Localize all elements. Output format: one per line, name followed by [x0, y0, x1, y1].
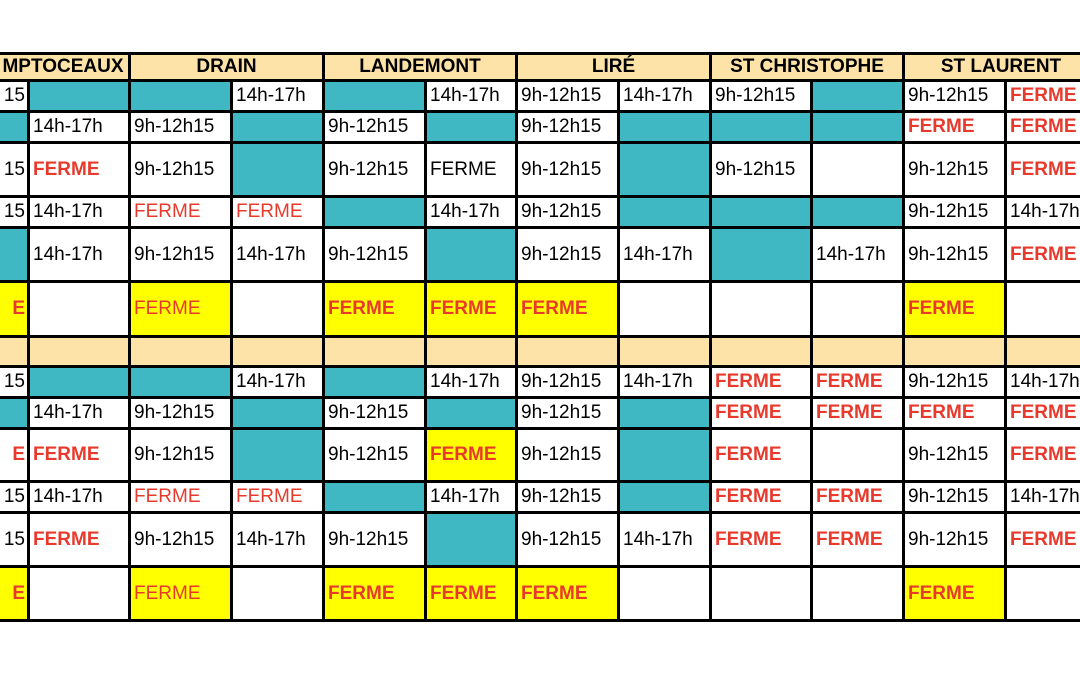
schedule-cell	[325, 483, 427, 514]
schedule-cell: E	[0, 430, 30, 483]
schedule-cell	[620, 399, 712, 430]
schedule-cell	[620, 144, 712, 198]
schedule-cell	[620, 483, 712, 514]
schedule-cell: 14h-17h	[233, 229, 325, 283]
schedule-cell	[427, 229, 518, 283]
schedule-cell	[131, 368, 233, 399]
schedule-cell: 14h-17h	[30, 399, 131, 430]
schedule-cell: E	[0, 568, 30, 622]
schedule-cell: 9h-12h15	[325, 113, 427, 144]
schedule-cell: 9h-12h15	[325, 399, 427, 430]
schedule-cell: FERME	[813, 368, 905, 399]
schedule-cell	[1007, 338, 1080, 368]
schedule-cell: FERME	[1007, 430, 1080, 483]
schedule-cell: E	[0, 283, 30, 338]
schedule-cell	[0, 113, 30, 144]
schedule-cell	[131, 82, 233, 113]
schedule-cell: 9h-12h15	[131, 514, 233, 568]
schedule-cell: 9h-12h15	[905, 483, 1007, 514]
schedule-cell: 14h-17h	[1007, 198, 1080, 229]
schedule-cell: 14h-17h	[427, 198, 518, 229]
schedule-cell: 9h-12h15	[518, 368, 620, 399]
schedule-cell: 9h-12h15	[325, 229, 427, 283]
schedule-cell: FERME	[325, 568, 427, 622]
schedule-cell: 9h-12h15	[325, 430, 427, 483]
schedule-cell: 15	[0, 198, 30, 229]
schedule-cell: 15	[0, 483, 30, 514]
schedule-cell: 9h-12h15	[905, 144, 1007, 198]
schedule-cell: 14h-17h	[620, 368, 712, 399]
schedule-cell	[131, 338, 233, 368]
schedule-cell	[427, 514, 518, 568]
schedule-cell	[813, 283, 905, 338]
schedule-cell: 15	[0, 144, 30, 198]
schedule-cell	[30, 568, 131, 622]
schedule-cell: 14h-17h	[30, 229, 131, 283]
schedule-cell: FERME	[712, 399, 813, 430]
schedule-cell: 14h-17h	[30, 113, 131, 144]
schedule-cell	[30, 283, 131, 338]
schedule-cell: FERME	[813, 514, 905, 568]
schedule-cell: 9h-12h15	[131, 399, 233, 430]
schedule-cell: 14h-17h	[427, 483, 518, 514]
schedule-cell: 14h-17h	[30, 198, 131, 229]
schedule-cell	[233, 338, 325, 368]
schedule-cell	[620, 198, 712, 229]
schedule-cell	[813, 198, 905, 229]
schedule-cell: FERME	[813, 483, 905, 514]
schedule-cell	[233, 144, 325, 198]
schedule-cell: 9h-12h15	[905, 514, 1007, 568]
schedule-cell: FERME	[131, 483, 233, 514]
schedule-cell: 15	[0, 368, 30, 399]
schedule-cell: FERME	[813, 399, 905, 430]
schedule-cell: FERME	[131, 198, 233, 229]
schedule-cell	[813, 338, 905, 368]
schedule-cell: 14h-17h	[233, 82, 325, 113]
schedule-cell: 9h-12h15	[518, 483, 620, 514]
schedule-cell: 9h-12h15	[131, 113, 233, 144]
schedule-cell	[712, 568, 813, 622]
schedule-cell: 9h-12h15	[518, 229, 620, 283]
schedule-cell: FERME	[131, 283, 233, 338]
schedule-cell	[427, 399, 518, 430]
schedule-cell	[0, 229, 30, 283]
schedule-cell	[620, 568, 712, 622]
schedule-cell	[1007, 283, 1080, 338]
schedule-cell: 14h-17h	[233, 514, 325, 568]
schedule-cell	[712, 198, 813, 229]
schedule-cell	[233, 568, 325, 622]
schedule-cell: 15	[0, 82, 30, 113]
schedule-cell	[30, 368, 131, 399]
schedule-cell	[233, 113, 325, 144]
schedule-cell: 9h-12h15	[518, 430, 620, 483]
schedule-cell	[325, 82, 427, 113]
schedule-cell	[325, 338, 427, 368]
schedule-cell: 14h-17h	[427, 368, 518, 399]
schedule-cell	[325, 198, 427, 229]
schedule-cell: FERME	[427, 430, 518, 483]
schedule-cell	[518, 338, 620, 368]
schedule-cell: 9h-12h15	[131, 229, 233, 283]
schedule-cell: 14h-17h	[233, 368, 325, 399]
schedule-cell	[813, 430, 905, 483]
schedule-cell: 9h-12h15	[325, 514, 427, 568]
schedule-cell: FERME	[427, 568, 518, 622]
schedule-cell: 14h-17h	[30, 483, 131, 514]
schedule-cell	[620, 113, 712, 144]
schedule-cell: 9h-12h15	[325, 144, 427, 198]
schedule-cell: FERME	[1007, 82, 1080, 113]
schedule-cell: FERME	[905, 399, 1007, 430]
schedule-cell: FERME	[518, 568, 620, 622]
schedule-cell: 9h-12h15	[905, 198, 1007, 229]
schedule-cell: 9h-12h15	[905, 82, 1007, 113]
schedule-cell	[905, 338, 1007, 368]
schedule-cell: 14h-17h	[427, 82, 518, 113]
schedule-cell: FERME	[1007, 144, 1080, 198]
schedule-cell: 9h-12h15	[518, 82, 620, 113]
schedule-cell: 9h-12h15	[518, 198, 620, 229]
column-header: MPTOCEAUX	[0, 55, 131, 82]
schedule-cell: 9h-12h15	[518, 113, 620, 144]
schedule-cell	[233, 430, 325, 483]
schedule-cell: FERME	[30, 430, 131, 483]
schedule-cell	[0, 338, 30, 368]
schedule-cell: FERME	[712, 483, 813, 514]
schedule-cell	[0, 399, 30, 430]
schedule-cell: 9h-12h15	[905, 368, 1007, 399]
column-header: DRAIN	[131, 55, 325, 82]
schedule-cell: FERME	[1007, 399, 1080, 430]
schedule-cell	[712, 113, 813, 144]
schedule-cell: FERME	[131, 568, 233, 622]
schedule-cell: 14h-17h	[620, 82, 712, 113]
schedule-cell	[427, 113, 518, 144]
schedule-cell: 14h-17h	[620, 514, 712, 568]
schedule-cell: 9h-12h15	[518, 514, 620, 568]
schedule-cell	[620, 283, 712, 338]
schedule-cell	[813, 144, 905, 198]
schedule-cell: FERME	[905, 283, 1007, 338]
column-header: ST LAURENT	[905, 55, 1080, 82]
schedule-cell	[712, 283, 813, 338]
schedule-cell	[427, 338, 518, 368]
schedule-cell	[620, 338, 712, 368]
schedule-cell: 14h-17h	[813, 229, 905, 283]
schedule-cell	[712, 229, 813, 283]
schedule-cell: FERME	[712, 514, 813, 568]
schedule-cell: FERME	[30, 144, 131, 198]
schedule-cell: FERME	[905, 568, 1007, 622]
schedule-cell: 15	[0, 514, 30, 568]
schedule-cell: FERME	[233, 198, 325, 229]
schedule-cell: 9h-12h15	[131, 430, 233, 483]
schedule-cell: 14h-17h	[1007, 483, 1080, 514]
schedule-cell	[30, 338, 131, 368]
schedule-cell: FERME	[233, 483, 325, 514]
schedule-cell: 9h-12h15	[518, 399, 620, 430]
schedule-cell	[233, 399, 325, 430]
schedule-cell: FERME	[427, 144, 518, 198]
schedule-cell: 14h-17h	[1007, 368, 1080, 399]
schedule-cell: 9h-12h15	[905, 430, 1007, 483]
schedule-cell: FERME	[712, 430, 813, 483]
schedule-cell: 9h-12h15	[712, 82, 813, 113]
schedule-cell	[813, 82, 905, 113]
schedule-cell: FERME	[1007, 514, 1080, 568]
column-header: ST CHRISTOPHE	[712, 55, 905, 82]
schedule-cell	[233, 283, 325, 338]
schedule-cell: 14h-17h	[620, 229, 712, 283]
schedule-cell	[712, 338, 813, 368]
schedule-cell: 9h-12h15	[905, 229, 1007, 283]
schedule-cell	[620, 430, 712, 483]
schedule-cell: 9h-12h15	[131, 144, 233, 198]
schedule-cell: FERME	[905, 113, 1007, 144]
schedule-cell: 9h-12h15	[518, 144, 620, 198]
column-header: LANDEMONT	[325, 55, 518, 82]
schedule-cell: FERME	[712, 368, 813, 399]
schedule-cell: FERME	[1007, 113, 1080, 144]
schedule-cell	[325, 368, 427, 399]
schedule-cell: FERME	[427, 283, 518, 338]
schedule-cell	[1007, 568, 1080, 622]
schedule-cell: 9h-12h15	[712, 144, 813, 198]
column-header: LIRÉ	[518, 55, 712, 82]
schedule-cell	[813, 568, 905, 622]
schedule-cell	[813, 113, 905, 144]
schedule-cell: FERME	[325, 283, 427, 338]
schedule-cell: FERME	[518, 283, 620, 338]
schedule-cell: FERME	[30, 514, 131, 568]
schedule-cell	[30, 82, 131, 113]
schedule-cell: FERME	[1007, 229, 1080, 283]
